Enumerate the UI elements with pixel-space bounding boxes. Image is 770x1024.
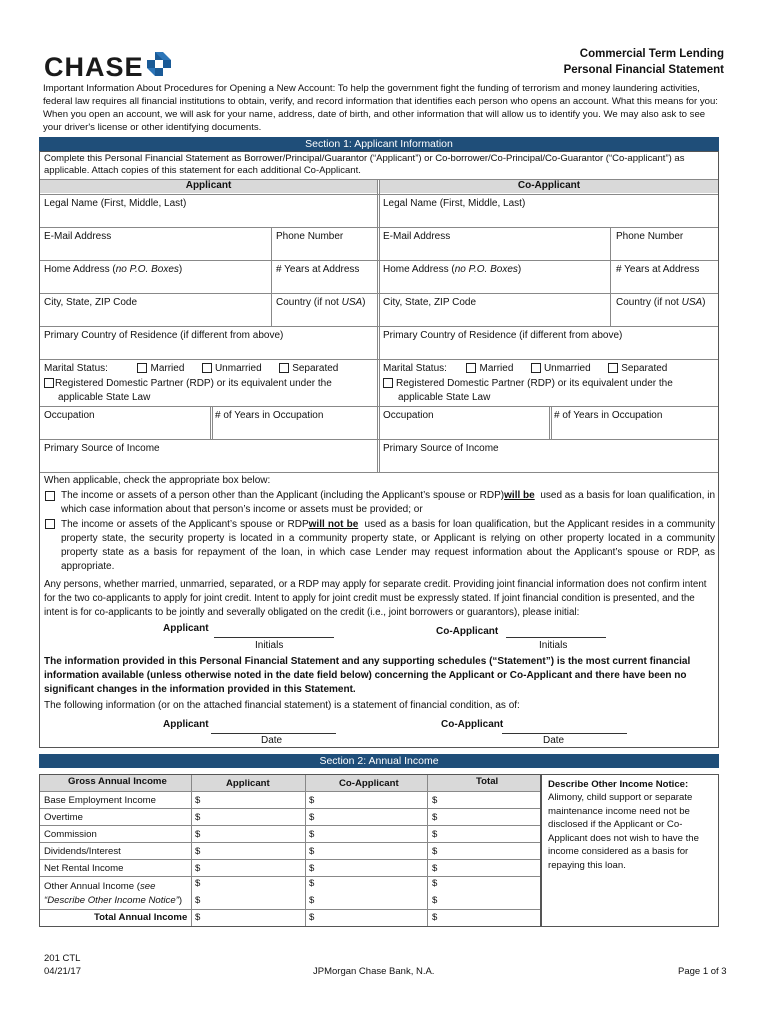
total-amount-field[interactable]: $	[432, 895, 438, 906]
coapplicant-date-caption: Date	[543, 735, 565, 746]
applicant-legal-name-field[interactable]: Legal Name (First, Middle, Last)	[44, 198, 187, 209]
intro-notice: Important Information About Procedures for Opening a New Account: To help the government fight the funding of terrorism and money laundering activities, federal law requires all financial institutions to obtain, verify, and record information that identifies each person who opens an account. What this means for you: When you open an account, we will ask for your name, address, date of birth, and other information that will allow us to identify you. We may also ask to see your driver's license or other identifying documents.	[43, 83, 718, 133]
coapplicant-email-field[interactable]: E-Mail Address	[383, 231, 451, 242]
applicant-separated-checkbox[interactable]	[279, 363, 289, 373]
section2-header: Section 2: Annual Income	[39, 754, 719, 768]
coapplicant-initials-line[interactable]	[506, 637, 606, 638]
applicant-country-field[interactable]: Country (if not USA)	[276, 297, 366, 308]
option2-text: The income or assets of the Applicant’s spouse or RDPwill not be used as a basis for loan qualification, but the Applicant resides in a community property state, the security property is located in a community property state, or Applicant is relying on other property located in a community property state as a basis for repayment of the loan, in which case Lender may request information about the Applicant’s spouse or RDP, as appropriate.	[61, 519, 715, 572]
applicant-amount-field[interactable]: $	[195, 846, 201, 857]
chase-octagon-icon	[147, 52, 171, 76]
applicant-column-header: Applicant	[40, 179, 377, 193]
section1-header: Section 1: Applicant Information	[39, 137, 719, 151]
total-amount-field[interactable]: $	[432, 795, 438, 806]
coapplicant-rdp-checkbox[interactable]	[383, 378, 393, 388]
coapplicant-primary-source-field[interactable]: Primary Source of Income	[383, 443, 499, 454]
coapplicant-column-header: Co-Applicant	[380, 179, 718, 193]
total-amount-field[interactable]: $	[432, 846, 438, 857]
row-commission: Commission	[44, 829, 97, 840]
applicant-initials-line[interactable]	[214, 637, 334, 638]
row-total-annual-income: Total Annual Income	[94, 912, 188, 923]
applicant-amount-field[interactable]: $	[195, 912, 201, 923]
coapplicant-married-checkbox[interactable]	[466, 363, 476, 373]
applicant-marital-status: Marital Status: Married Unmarried Separated	[44, 363, 339, 374]
coapplicant-amount-field[interactable]: $	[309, 863, 315, 874]
coapplicant-city-state-zip-field[interactable]: City, State, ZIP Code	[383, 297, 477, 308]
applicant-amount-field[interactable]: $	[195, 812, 201, 823]
col-coapplicant: Co-Applicant	[339, 778, 399, 789]
coapplicant-years-at-address-field[interactable]: # Years at Address	[616, 264, 700, 275]
applicant-unmarried-checkbox[interactable]	[202, 363, 212, 373]
col-gross-annual-income: Gross Annual Income	[68, 776, 167, 787]
notice-body: Alimony, child support or separate maintenance income need not be disclosed if the Applicant or Co-Applicant does not wish to have the income considered as a basis for repaying this loan.	[548, 792, 699, 871]
form-date: 04/21/17	[44, 966, 81, 977]
coapplicant-amount-field[interactable]: $	[309, 895, 315, 906]
applicant-occupation-field[interactable]: Occupation	[44, 410, 95, 421]
row-other-annual-line1: Other Annual Income (see	[44, 881, 156, 892]
applicant-primary-residence-field[interactable]: Primary Country of Residence (if different from above)	[44, 330, 284, 341]
applicant-years-at-address-field[interactable]: # Years at Address	[276, 264, 360, 275]
applicant-rdp-option: Registered Domestic Partner (RDP) or its equivalent under the	[44, 377, 332, 391]
applicant-amount-field[interactable]: $	[195, 878, 201, 889]
applicant-years-occupation-field[interactable]: # of Years in Occupation	[215, 410, 324, 421]
total-amount-field[interactable]: $	[432, 829, 438, 840]
total-amount-field[interactable]: $	[432, 878, 438, 889]
coapplicant-home-address-field[interactable]: Home Address (no P.O. Boxes)	[383, 264, 522, 275]
coapplicant-years-occupation-field[interactable]: # of Years in Occupation	[554, 410, 663, 421]
initial-coapplicant-label: Co-Applicant	[436, 626, 499, 637]
coapplicant-separated-checkbox[interactable]	[608, 363, 618, 373]
applicant-rdp-checkbox[interactable]	[44, 378, 54, 388]
applicant-amount-field[interactable]: $	[195, 795, 201, 806]
option1-checkbox[interactable]	[45, 491, 55, 501]
applicant-home-address-field[interactable]: Home Address (no P.O. Boxes)	[44, 264, 183, 275]
coapplicant-amount-field[interactable]: $	[309, 795, 315, 806]
applicant-date-caption: Date	[261, 735, 283, 746]
coapplicant-amount-field[interactable]: $	[309, 846, 315, 857]
document-category: Commercial Term Lending	[579, 48, 724, 60]
coapplicant-amount-field[interactable]: $	[309, 829, 315, 840]
current-info-statement: The information provided in this Personal Financial Statement and any supporting schedules (“Statement”) is the most current financial information available (unless otherwise noted in the date field below) concerning the Applicant or Co-Applicant and there have been no significant changes in the information provided in this Statement.	[44, 656, 691, 695]
coapplicant-phone-field[interactable]: Phone Number	[616, 231, 684, 242]
coapplicant-unmarried-checkbox[interactable]	[531, 363, 541, 373]
coapplicant-country-field[interactable]: Country (if not USA)	[616, 297, 706, 308]
coapplicant-primary-residence-field[interactable]: Primary Country of Residence (if different from above)	[383, 330, 623, 341]
section1-instructions: Complete this Personal Financial Statement as Borrower/Principal/Guarantor (“Applicant”) or Co-borrower/Co-Principal/Co-Guarantor (“Co-applicant”) as applicable. Attach copies of this statement for each additional Co-Applicant.	[44, 153, 685, 176]
check-prompt: When applicable, check the appropriate box below:	[44, 475, 271, 486]
col-total: Total	[476, 776, 499, 787]
coapplicant-initials-caption: Initials	[539, 640, 568, 651]
coapplicant-rdp-option: Registered Domestic Partner (RDP) or its equivalent under the	[383, 377, 673, 391]
coapplicant-rdp-line2: applicable State Law	[398, 392, 491, 403]
applicant-rdp-line2: applicable State Law	[58, 392, 151, 403]
total-amount-field[interactable]: $	[432, 912, 438, 923]
applicant-primary-source-field[interactable]: Primary Source of Income	[44, 443, 160, 454]
row-dividends-interest: Dividends/Interest	[44, 846, 121, 857]
page-number: Page 1 of 3	[678, 966, 727, 977]
initial-applicant-label: Applicant	[163, 623, 209, 634]
total-amount-field[interactable]: $	[432, 812, 438, 823]
chase-logo-text: CHASE	[44, 52, 144, 82]
option2-checkbox[interactable]	[45, 519, 55, 529]
applicant-amount-field[interactable]: $	[195, 895, 201, 906]
date-coapplicant-label: Co-Applicant	[441, 719, 504, 730]
bank-name: JPMorgan Chase Bank, N.A.	[313, 966, 435, 977]
form-number: 201 CTL	[44, 953, 81, 964]
coapplicant-occupation-field[interactable]: Occupation	[383, 410, 434, 421]
applicant-married-checkbox[interactable]	[137, 363, 147, 373]
row-overtime: Overtime	[44, 812, 83, 823]
coapplicant-amount-field[interactable]: $	[309, 878, 315, 889]
total-amount-field[interactable]: $	[432, 863, 438, 874]
applicant-phone-field[interactable]: Phone Number	[276, 231, 344, 242]
financial-condition-statement: The following information (or on the attached financial statement) is a statement of financial condition, as of:	[44, 700, 520, 711]
coapplicant-date-line[interactable]	[502, 733, 627, 734]
joint-credit-text: Any persons, whether married, unmarried, separated, or a RDP may apply for separate credit. Providing joint financial information does not confirm intent for the two co-applicants to apply for joint credit. Intent to apply for joint credit must be expressly stated. If joint financial condition is presented, and the intent is for co-applicants to be jointly and severally obligated on the credit (i.e., joint borrowers or guarantors), please initial:	[44, 579, 707, 618]
applicant-initials-caption: Initials	[255, 640, 284, 651]
row-base-employment: Base Employment Income	[44, 795, 156, 806]
date-applicant-label: Applicant	[163, 719, 209, 730]
row-other-annual-line2: “Describe Other Income Notice”)	[44, 895, 183, 906]
coapplicant-amount-field[interactable]: $	[309, 812, 315, 823]
coapplicant-legal-name-field[interactable]: Legal Name (First, Middle, Last)	[383, 198, 526, 209]
document-title: Personal Financial Statement	[563, 64, 724, 76]
applicant-city-state-zip-field[interactable]: City, State, ZIP Code	[44, 297, 138, 308]
option1-text: The income or assets of a person other than the Applicant (including the Applicant’s spouse or RDP)will be used as a basis for loan qualification, in which case information about that person’s income or assets must be provided; or	[61, 490, 716, 515]
notice-title: Describe Other Income Notice:	[548, 779, 689, 790]
applicant-amount-field[interactable]: $	[195, 829, 201, 840]
row-net-rental: Net Rental Income	[44, 863, 124, 874]
coapplicant-amount-field[interactable]: $	[309, 912, 315, 923]
coapplicant-marital-status: Marital Status: Married Unmarried Separated	[383, 363, 668, 374]
applicant-amount-field[interactable]: $	[195, 863, 201, 874]
applicant-email-field[interactable]: E-Mail Address	[44, 231, 112, 242]
col-applicant: Applicant	[226, 778, 270, 789]
